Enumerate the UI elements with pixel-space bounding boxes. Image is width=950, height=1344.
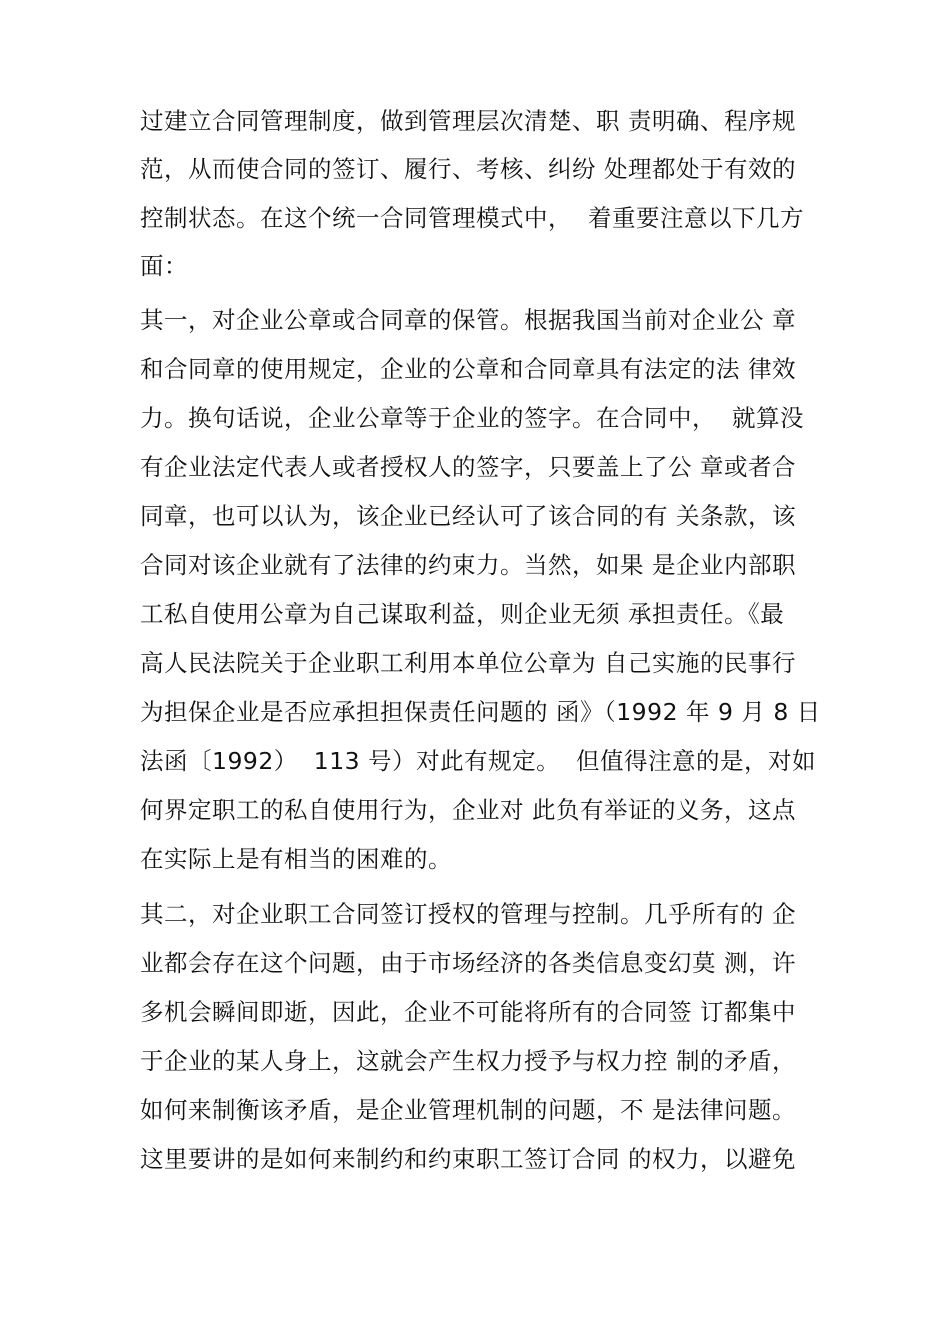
text-line: 多机会瞬间即逝，因此，企业不可能将所有的合同签 订都集中 — [140, 998, 796, 1026]
text-line: 范，从而使合同的签订、履行、考核、纠纷 处理都处于有效的 — [140, 155, 796, 183]
text-line: 同章，也可以认为，该企业已经认可了该合同的有 关条款，该 — [140, 502, 796, 530]
text-line: 和合同章的使用规定，企业的公章和合同章具有法定的法 律效 — [140, 355, 796, 383]
text-line: 高人民法院关于企业职工利用本单位公章为 自己实施的民事行 — [140, 649, 796, 677]
text-line: 控制状态。在这个统一合同管理模式中， 着重要注意以下几方 — [140, 204, 804, 232]
text-line: 工私自使用公章为自己谋取利益，则企业无须 承担责任。《最 — [140, 600, 785, 628]
text-line: 面： — [140, 252, 188, 280]
text-line: 力。换句话说，企业公章等于企业的签字。在合同中， 就算没 — [140, 404, 804, 432]
text-line: 法函〔1992） 113 号）对此有规定。 但值得注意的是，对如 — [140, 747, 817, 775]
paragraph-one-start: 其一，对企业公章或合同章的保管。根据我国当前对企业公 章 — [140, 306, 796, 334]
text-line: 有企业法定代表人或者授权人的签字，只要盖上了公 章或者合 — [140, 453, 796, 481]
text-line: 于企业的某人身上，这就会产生权力授予与权力控 制的矛盾， — [140, 1047, 796, 1075]
text-line: 何界定职工的私自使用行为，企业对 此负有举证的义务，这点 — [140, 796, 796, 824]
text-line: 这里要讲的是如何来制约和约束职工签订合同 的权力，以避免 — [140, 1145, 796, 1173]
text-line: 业都会存在这个问题，由于市场经济的各类信息变幻莫 测，许 — [140, 949, 796, 977]
text-line: 过建立合同管理制度，做到管理层次清楚、职 责明确、程序规 — [140, 107, 796, 135]
text-line: 合同对该企业就有了法律的约束力。当然，如果 是企业内部职 — [140, 551, 796, 579]
text-line: 为担保企业是否应承担担保责任问题的 函》（1992 年 9 月 8 日 — [140, 698, 821, 726]
text-line: 在实际上是有相当的困难的。 — [140, 845, 452, 873]
paragraph-two-start: 其二，对企业职工合同签订授权的管理与控制。几乎所有的 企 — [140, 900, 796, 928]
text-line: 如何来制衡该矛盾，是企业管理机制的问题，不 是法律问题。 — [140, 1096, 796, 1124]
